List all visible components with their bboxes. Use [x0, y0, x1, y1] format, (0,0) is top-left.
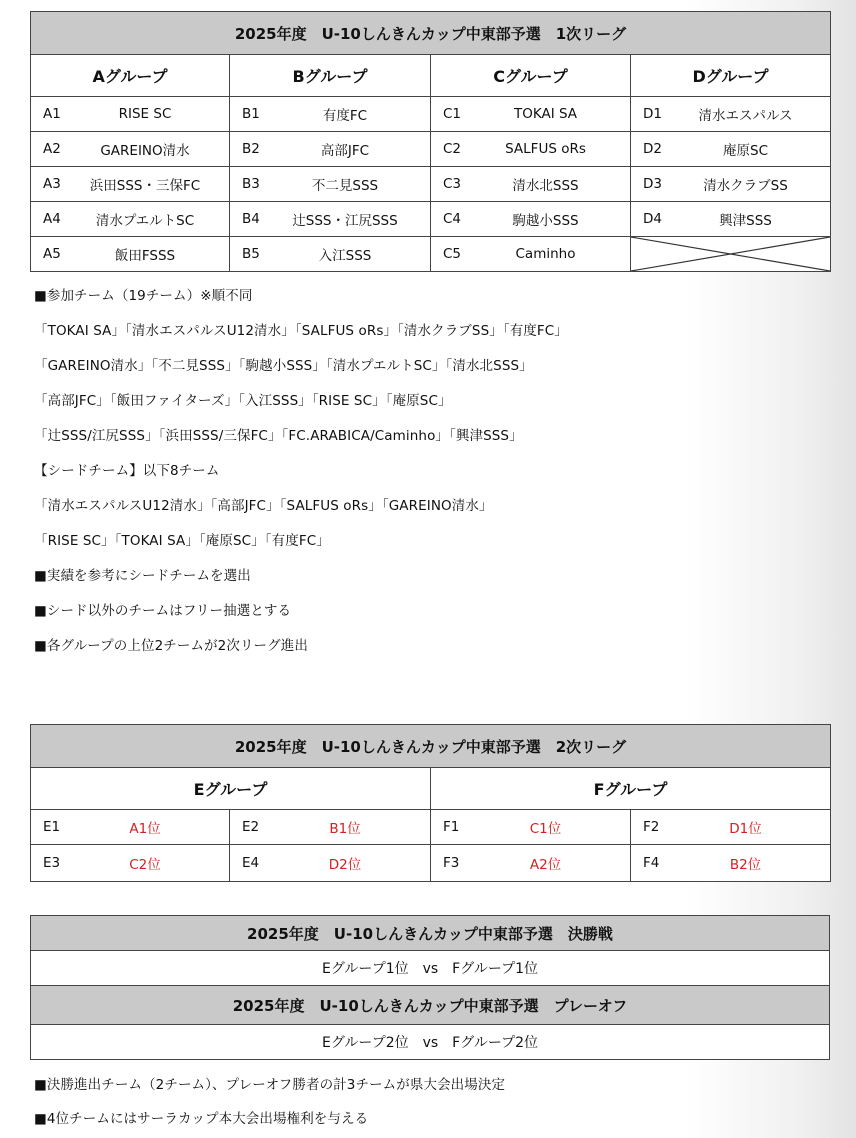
empty-cell-crossed	[631, 237, 831, 272]
playoff-match: Eグループ2位 vs Fグループ2位	[31, 1025, 830, 1060]
note-rule: ■シード以外のチームはフリー抽選とする	[34, 603, 292, 619]
slot-cell	[631, 845, 831, 882]
team-cell	[31, 167, 230, 202]
slot-cell	[31, 810, 230, 845]
team-code: A4	[43, 211, 61, 227]
slot-team: B2位	[729, 857, 762, 873]
slot-code: F1	[443, 819, 460, 835]
final-playoff-table	[30, 915, 830, 1060]
team-cell	[230, 132, 431, 167]
team-cell	[631, 202, 831, 237]
team-name: 飯田FSSS	[114, 248, 176, 264]
group-b-header: Bグループ	[230, 55, 431, 97]
team-name: 入江SSS	[318, 248, 372, 264]
note-seed-list: 「清水エスパルスU12清水」「高部JFC」「SALFUS oRs」「GAREINO清水」	[34, 498, 493, 514]
team-code: C5	[443, 246, 462, 262]
slot-code: E3	[43, 855, 61, 871]
league1-title: 2025年度 U-10しんきんカップ中東部予選 1次リーグ	[31, 12, 831, 55]
team-cell	[431, 237, 631, 272]
slot-team: A1位	[129, 821, 161, 837]
team-cell	[431, 97, 631, 132]
team-cell	[631, 97, 831, 132]
slot-code: E2	[242, 819, 260, 835]
group-c-header: Cグループ	[431, 55, 631, 97]
slot-team: D1位	[729, 821, 762, 837]
team-code: C1	[443, 106, 462, 122]
team-name: GAREINO清水	[100, 143, 190, 159]
team-name: 高部JFC	[320, 143, 370, 159]
team-cell	[230, 237, 431, 272]
team-name: RISE SC	[118, 106, 172, 122]
team-code: B2	[242, 141, 260, 157]
team-name: 清水エスパルス	[698, 108, 793, 124]
team-code: C2	[443, 141, 462, 157]
team-name: 庵原SC	[723, 143, 768, 159]
league2-title: 2025年度 U-10しんきんカップ中東部予選 2次リーグ	[31, 725, 831, 768]
footer-note-4th-place: ■4位チームにはサーラカップ本大会出場権利を与える	[34, 1111, 369, 1127]
team-name: 清水北SSS	[512, 178, 579, 194]
team-name: 清水プエルトSC	[95, 213, 195, 229]
team-cell	[230, 167, 431, 202]
team-name: 浜田SSS・三保FC	[89, 178, 201, 194]
slot-code: F2	[643, 819, 660, 835]
slot-code: E4	[242, 855, 260, 871]
slot-cell	[631, 810, 831, 845]
group-d-header: Dグループ	[631, 55, 831, 97]
team-cell	[31, 202, 230, 237]
league2-table	[30, 724, 831, 882]
slot-code: F4	[643, 855, 660, 871]
team-code: C4	[443, 211, 462, 227]
slot-team: C1位	[529, 821, 562, 837]
final-match: Eグループ1位 vs Fグループ1位	[31, 951, 830, 986]
slot-cell	[431, 845, 631, 882]
final-title: 2025年度 U-10しんきんカップ中東部予選 決勝戦	[31, 916, 830, 951]
group-a-header: Aグループ	[31, 55, 230, 97]
slot-team: C2位	[129, 857, 161, 873]
slot-cell	[31, 845, 230, 882]
team-code: D4	[643, 211, 662, 227]
slot-code: E1	[43, 819, 61, 835]
footer-note-qualification: ■決勝進出チーム（2チーム）、プレーオフ勝者の計3チームが県大会出場決定	[34, 1077, 506, 1093]
slot-cell	[230, 810, 431, 845]
team-code: B4	[242, 211, 260, 227]
team-name: 不二見SSS	[311, 178, 379, 194]
note-seed-list: 「RISE SC」「TOKAI SA」「庵原SC」「有度FC」	[34, 533, 330, 549]
slot-team: D2位	[328, 857, 362, 873]
note-rule: ■各グループの上位2チームが2次リーグ進出	[34, 638, 308, 654]
note-rule: ■実績を参考にシードチームを選出	[34, 568, 251, 584]
team-code: D1	[643, 106, 662, 122]
team-code: A1	[43, 106, 61, 122]
slot-team: B1位	[329, 821, 361, 837]
note-team-list: 「TOKAI SA」「清水エスパルスU12清水」「SALFUS oRs」「清水クラブSS」「有度FC」	[34, 323, 568, 339]
team-code: C3	[443, 176, 462, 192]
team-code: D3	[643, 176, 662, 192]
team-name: 有度FC	[322, 108, 368, 124]
team-code: B3	[242, 176, 260, 192]
note-participants: ■参加チーム（19チーム）※順不同	[34, 288, 253, 304]
team-code: A2	[43, 141, 61, 157]
slot-cell	[230, 845, 431, 882]
team-name: 清水クラブSS	[703, 178, 788, 194]
team-cell	[431, 167, 631, 202]
note-team-list: 「辻SSS/江尻SSS」「浜田SSS/三保FC」「FC.ARABICA/Caminho」「興津SSS」	[34, 428, 523, 444]
team-cell	[31, 132, 230, 167]
team-name: Caminho	[515, 246, 576, 262]
note-team-list: 「高部JFC」「飯田ファイターズ」「入江SSS」「RISE SC」「庵原SC」	[34, 393, 452, 409]
group-e-header: Eグループ	[31, 768, 431, 810]
slot-code: F3	[443, 855, 460, 871]
team-code: A5	[43, 246, 61, 262]
team-name: 辻SSS・江尻SSS	[292, 213, 398, 229]
note-team-list: 「GAREINO清水」「不二見SSS」「駒越小SSS」「清水プエルトSC」「清水北SSS」	[34, 358, 533, 374]
note-seed-heading: 【シードチーム】以下8チーム	[34, 463, 220, 479]
team-cell	[230, 97, 431, 132]
team-code: B1	[242, 106, 260, 122]
league1-table	[30, 11, 831, 272]
team-cell	[631, 132, 831, 167]
group-f-header: Fグループ	[431, 768, 831, 810]
team-cell	[631, 167, 831, 202]
slot-cell	[431, 810, 631, 845]
team-cell	[431, 132, 631, 167]
team-code: D2	[643, 141, 662, 157]
slot-team: A2位	[529, 857, 562, 873]
team-name: 興津SSS	[719, 213, 772, 229]
team-name: TOKAI SA	[513, 106, 578, 122]
team-code: A3	[43, 176, 61, 192]
team-cell	[31, 97, 230, 132]
playoff-title: 2025年度 U-10しんきんカップ中東部予選 プレーオフ	[31, 986, 830, 1025]
team-name: 駒越小SSS	[512, 213, 579, 229]
team-name: SALFUS oRs	[505, 141, 586, 157]
cross-mark-icon	[631, 237, 830, 271]
team-cell	[31, 237, 230, 272]
team-cell	[230, 202, 431, 237]
team-code: B5	[242, 246, 260, 262]
team-cell	[431, 202, 631, 237]
